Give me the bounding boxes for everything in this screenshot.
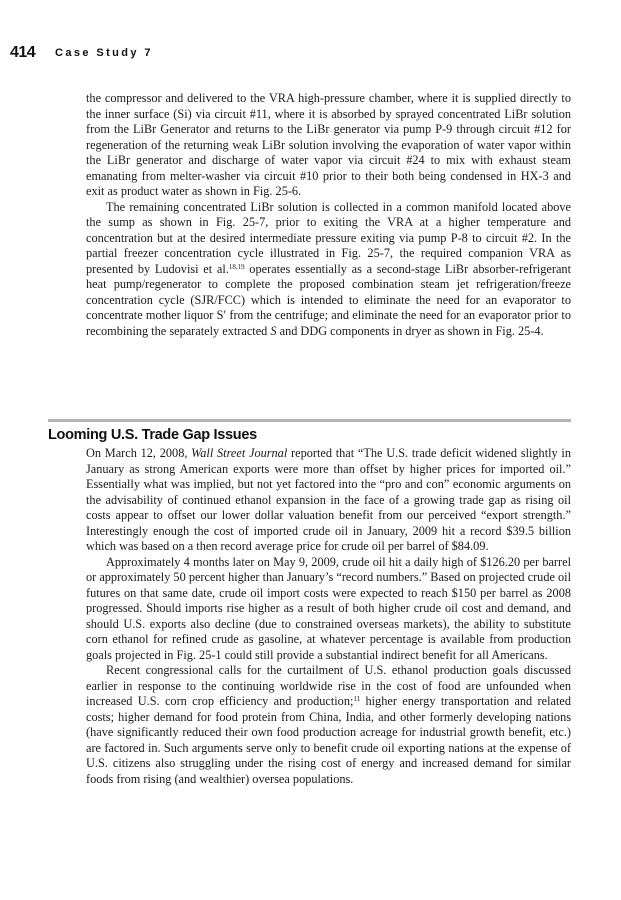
text-run: On March 12, 2008,: [86, 446, 192, 460]
section-heading: Looming U.S. Trade Gap Issues: [48, 427, 257, 443]
text-run: operates essentially as a second-stage LiBr absorber-refrigerant heat pump/regenerator to complete the proposed combination steam jet refrigeration/freeze concentration cycle (SJR/FCC) which is intended to eliminate the need for an evaporator to concentrate mother liquor S′ from the centrifuge; and eliminate the need for an evaporator prior to recombining the separately extracted: [86, 261, 571, 338]
text-run: The remaining concentrated LiBr solution is collected in a common manifold located above the sump as shown in Fig. 25-7, prior to exiting the VRA at a higher temperature and concentration but at the desired intermediate pressure exiting via pump P-8 to circuit #2. In the partial freezer concentration cycle illustrated in Fig. 25-7, the required companion VRA as presented by Ludovisi et al.: [86, 199, 571, 276]
journal-title: Wall Street Journal: [191, 446, 288, 460]
text-run: Recent congressional calls for the curtailment of U.S. ethanol production goals discussed earlier in response to the continuing worldwide rise in the cost of food are unfounded when increased U.S. corn crop efficiency and production;: [86, 663, 571, 708]
text-run: higher energy transportation and related costs; higher demand for food protein from China, India, and other formerly developing nations (have significantly reduced their own food production acreage for industrial growth benefit, etc.) are factored in. Such arguments serve only to benefit crude oil exporting nations at the expense of U.S. citizens also struggling under the rising cost of energy and increased demand for similar foods from rising (and wealthier) oversea populations.: [86, 694, 571, 786]
section-divider: [48, 419, 571, 422]
section-1-body: [86, 91, 571, 339]
running-head: Case Study 7: [55, 47, 153, 59]
citation-superscript: 11: [353, 695, 361, 703]
paragraph: Approximately 4 months later on May 9, 2009, crude oil hit a daily high of $126.20 per barrel or approximately 50 percent higher than January’s “record numbers.” Based on projected crude oil futures on that same date, crude oil import costs were expected to reach $150 per barrel as 2008 progressed. Should imports rise higher as a result of both higher crude oil cost and demand, and should U.S. exports also decline (due to constrained overseas markets), the ability to substitute corn ethanol for refined crude as gasoline, at whatever percentage is available from production goals projected in Fig. 25-1 could still provide a substantial indirect benefit for all Americans.: [86, 554, 571, 662]
section-2-body: [86, 446, 571, 787]
text-run: and DDG components in dryer as shown in Fig. 25-4.: [276, 323, 544, 338]
citation-superscript: 18,19: [228, 262, 245, 271]
paragraph: the compressor and delivered to the VRA high-pressure chamber, where it is supplied directly to the inner surface (Si) via circuit #11, where it is absorbed by sprayed concentrated LiBr solution from the LiBr Generator and returns to the LiBr generator via pump P-9 through circuit #12 for regeneration of the returning weak LiBr solution involving the evaporation of water vapor within the LiBr generator and discharge of water vapor via circuit #24 to mix with exhaust steam emanating from melter-washer via circuit #10 prior to their both being condensed in HX-3 and exit as product water as shown in Fig. 25-6.: [86, 91, 571, 198]
page-number: 414: [10, 44, 36, 61]
paragraph: [86, 200, 571, 340]
paragraph: [86, 663, 571, 787]
text-run: reported that “The U.S. trade deficit widened slightly in January as strong American exports were more than offset by higher prices for imported oil.” Essentially what was implied, but not yet factored into the “pro and con” economic arguments on the advisability of continued ethanol expansion in the face of a growing trade gap as rising oil costs appear to offset our lower dollar valuation benefit from our perceived “export strength.” Interestingly enough the cost of imported crude oil in January, 2009 hit a record $39.5 billion which was based on a then record average price for crude oil per barrel of $84.09.: [86, 446, 571, 553]
paragraph: [86, 446, 571, 555]
italic-variable: S: [270, 323, 277, 338]
